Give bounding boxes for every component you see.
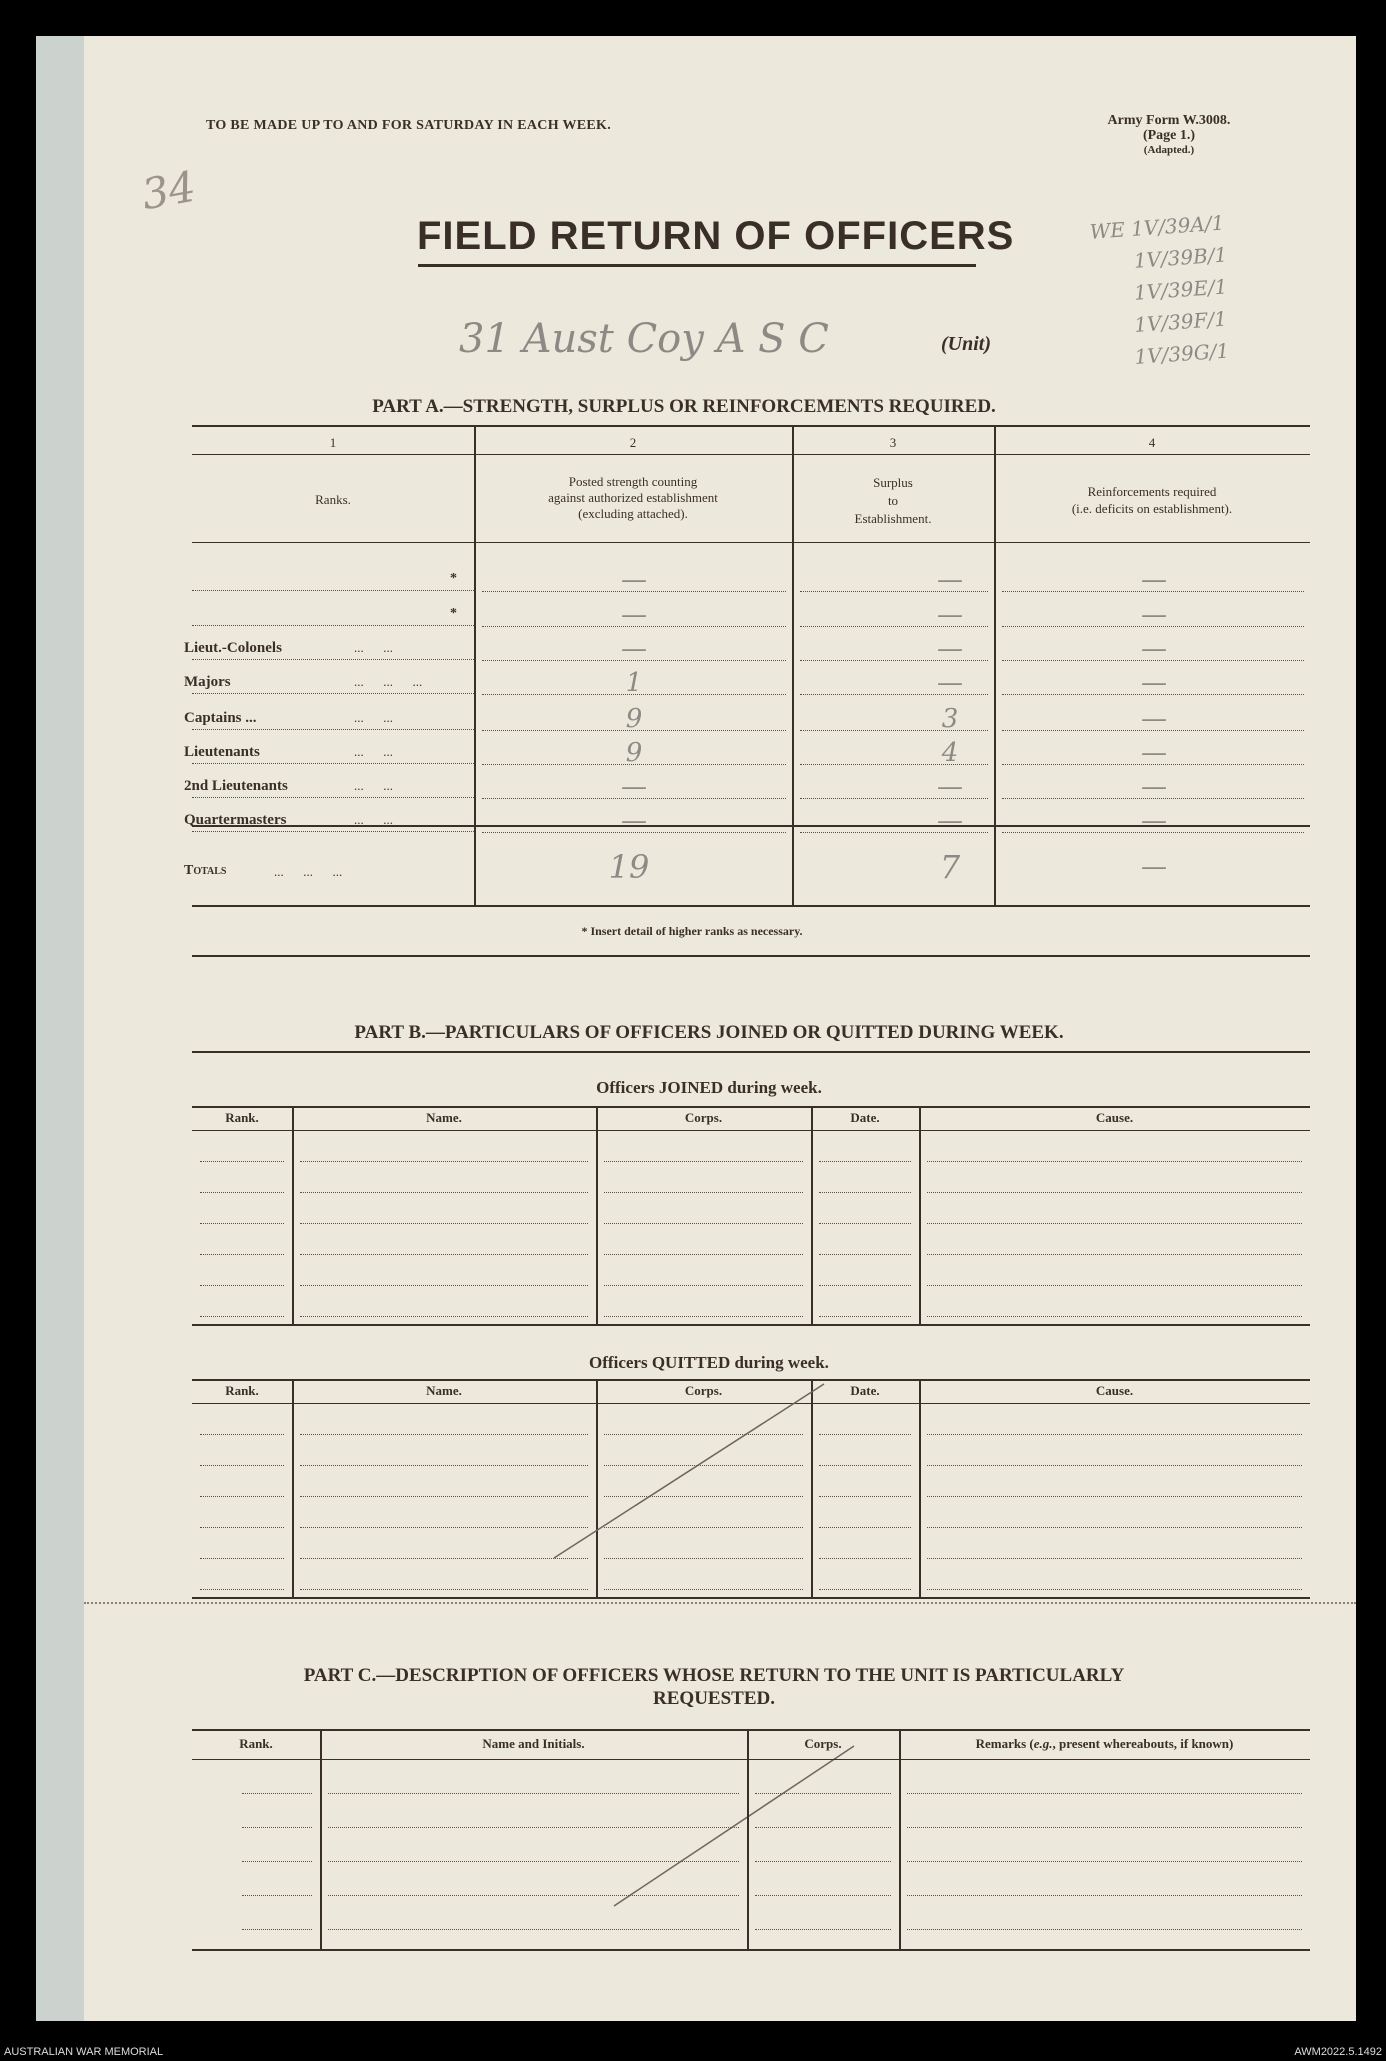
rank-dots: ... ... [354, 640, 393, 655]
form-page [84, 36, 1356, 2021]
header-surplus-line: to [887, 493, 899, 508]
partc-row-rule [755, 1895, 891, 1896]
posted-value: 9 [625, 738, 643, 768]
partc-row-rule [907, 1861, 1302, 1862]
reinf-value: — [1141, 668, 1167, 698]
unit-label: (Unit) [941, 333, 991, 355]
partc-row-rule [907, 1827, 1302, 1828]
unit-handwritten: 31 Aust Coy A S C [459, 316, 829, 362]
totals-dots: ... ... ... [274, 864, 343, 879]
header-posted-line: (excluding attached). [578, 506, 688, 521]
rank-dots: ... ... [354, 710, 393, 725]
surplus-value: 3 [941, 704, 959, 734]
totals-posted: 19 [608, 848, 650, 886]
partc-row-rule [755, 1861, 891, 1862]
posted-value: — [621, 634, 647, 664]
partc-row-rule [328, 1895, 739, 1896]
reinf-value: — [1141, 738, 1167, 768]
partc-top-rule [192, 1729, 1310, 1731]
partc-col-divider [899, 1729, 901, 1949]
table-col-header: Corps. [684, 1383, 723, 1398]
surplus-value: — [937, 565, 963, 595]
header-ranks: Ranks. [315, 492, 351, 507]
side-note-2: 1V/39B/1 [1132, 242, 1228, 273]
partc-col-header: Name and Initials. [482, 1736, 585, 1751]
corner-mark: 34 [138, 161, 200, 220]
partc-col-header: Rank. [239, 1736, 273, 1751]
partc-bottom-rule [192, 1949, 1310, 1951]
header-posted-line: Posted strength counting [568, 474, 698, 489]
partc-row-rule [907, 1793, 1302, 1794]
part-c-title-line: PART C.—DESCRIPTION OF OFFICERS WHOSE RETURN TO THE UNIT IS PARTICULARLY [303, 1665, 1125, 1686]
part-a-footnote: * Insert detail of higher ranks as necessary. [581, 924, 803, 938]
posted-value: — [621, 772, 647, 802]
table-col-header: Rank. [225, 1110, 259, 1125]
instruction-text: TO BE MADE UP TO AND FOR SATURDAY IN EACH WEEK. [206, 118, 612, 133]
quitted-title: Officers QUITTED during week. [589, 1353, 829, 1372]
posted-value: — [621, 806, 647, 836]
table-col-header: Rank. [225, 1383, 259, 1398]
posted-value: 1 [625, 668, 643, 698]
part-c-title-line: REQUESTED. [653, 1688, 775, 1709]
col-number-2: 2 [629, 435, 637, 450]
rank-label: 2nd Lieutenants [184, 778, 288, 794]
page-number-text: (Page 1.) [1142, 128, 1196, 143]
partc-col-header-remarks [899, 1736, 1310, 1752]
surplus-value: — [937, 806, 963, 836]
totals-reinf: — [1141, 852, 1167, 882]
partc-row-rule [328, 1827, 739, 1828]
page-title: FIELD RETURN OF OFFICERS [417, 214, 1015, 258]
reinf-value: — [1141, 565, 1167, 595]
table-col-header: Cause. [1095, 1110, 1134, 1125]
partc-row-rule [242, 1895, 312, 1896]
header-surplus-line: Surplus [873, 475, 913, 490]
side-note-1: WE 1V/39A/1 [1088, 210, 1225, 244]
rank-dots: ... ... [354, 744, 393, 759]
partc-row-rule [328, 1793, 739, 1794]
partc-row-rule [907, 1895, 1302, 1896]
table-col-header: Name. [426, 1383, 462, 1398]
partc-row-rule [242, 1793, 312, 1794]
header-posted-line: against authorized establishment [548, 490, 718, 505]
partc-row-rule [755, 1793, 891, 1794]
reinf-value: — [1141, 806, 1167, 836]
rank-star: * [450, 571, 457, 586]
partc-row-rule [242, 1861, 312, 1862]
surplus-value: — [937, 600, 963, 630]
side-note-5: 1V/39G/1 [1133, 338, 1230, 370]
posted-value: 9 [625, 704, 643, 734]
backing-strip [36, 36, 88, 2021]
partc-row-rule [755, 1827, 891, 1828]
totals-surplus: 7 [939, 848, 961, 886]
rank-label: Quartermasters [184, 812, 287, 828]
partc-row-rule [328, 1861, 739, 1862]
rank-dots: ... ... ... [354, 674, 423, 689]
rank-label: Lieutenants [184, 744, 260, 760]
reinf-value: — [1141, 634, 1167, 664]
partc-row-rule [242, 1929, 312, 1930]
header-reinf-line: (i.e. deficits on establishment). [1071, 501, 1233, 516]
surplus-value: — [937, 634, 963, 664]
reinf-value: — [1141, 704, 1167, 734]
partc-col-divider [747, 1729, 749, 1949]
footer-left: AUSTRALIAN WAR MEMORIAL [4, 2046, 164, 2058]
partc-row-rule [328, 1929, 739, 1930]
table-col-header: Date. [850, 1383, 880, 1398]
footer-right: AWM2022.5.1492 [1294, 2046, 1382, 2058]
partc-row-rule [755, 1929, 891, 1930]
partc-row-rule [907, 1929, 1302, 1930]
quitted-strike-line [554, 1384, 824, 1558]
table-col-header: Date. [850, 1110, 880, 1125]
table-col-header: Corps. [684, 1110, 723, 1125]
posted-value: — [621, 600, 647, 630]
perforation-line [84, 1602, 1356, 1604]
posted-value: — [621, 565, 647, 595]
remarks-eg: e.g. [1033, 1736, 1053, 1751]
side-note-3: 1V/39E/1 [1133, 274, 1229, 305]
partc-header-rule [192, 1759, 1310, 1760]
reinf-value: — [1141, 600, 1167, 630]
rank-label: Lieut.-Colonels [184, 640, 282, 656]
header-reinf-line: Reinforcements required [1087, 484, 1217, 499]
part-c-strike-line [614, 1746, 854, 1906]
col-number-4: 4 [1148, 435, 1156, 450]
adapted-text: (Adapted.) [1143, 144, 1195, 156]
rank-dots: ... ... [354, 812, 393, 827]
totals-label: Totals [184, 863, 227, 878]
rank-dots: ... ... [354, 778, 393, 793]
form-number-text: Army Form W.3008. [1107, 113, 1231, 128]
table-col-header: Name. [426, 1110, 462, 1125]
surplus-value: — [937, 772, 963, 802]
rank-star: * [450, 606, 457, 621]
part-c-title [194, 1664, 1234, 1710]
remarks-label: Remarks ( [975, 1736, 1034, 1751]
header-surplus-line: Establishment. [854, 511, 932, 526]
partc-col-header: Corps. [804, 1736, 842, 1751]
surplus-value: 4 [941, 738, 959, 768]
table-col-header: Cause. [1095, 1383, 1134, 1398]
rank-label: Majors [184, 674, 231, 690]
remarks-rest: , present whereabouts, if known) [1052, 1736, 1234, 1751]
strike-lines [84, 36, 1356, 2021]
col-number-1: 1 [329, 435, 337, 450]
surplus-value: — [937, 668, 963, 698]
part-b-title: PART B.—PARTICULARS OF OFFICERS JOINED OR QUITTED DURING WEEK. [354, 1022, 1064, 1043]
partc-col-divider [320, 1729, 322, 1949]
side-note-4: 1V/39F/1 [1133, 306, 1228, 337]
joined-title: Officers JOINED during week. [596, 1078, 822, 1097]
rank-label: Captains ... [184, 710, 257, 726]
part-a-title: PART A.—STRENGTH, SURPLUS OR REINFORCEMENTS REQUIRED. [372, 396, 996, 417]
col-number-3: 3 [889, 435, 897, 450]
reinf-value: — [1141, 772, 1167, 802]
partc-row-rule [242, 1827, 312, 1828]
